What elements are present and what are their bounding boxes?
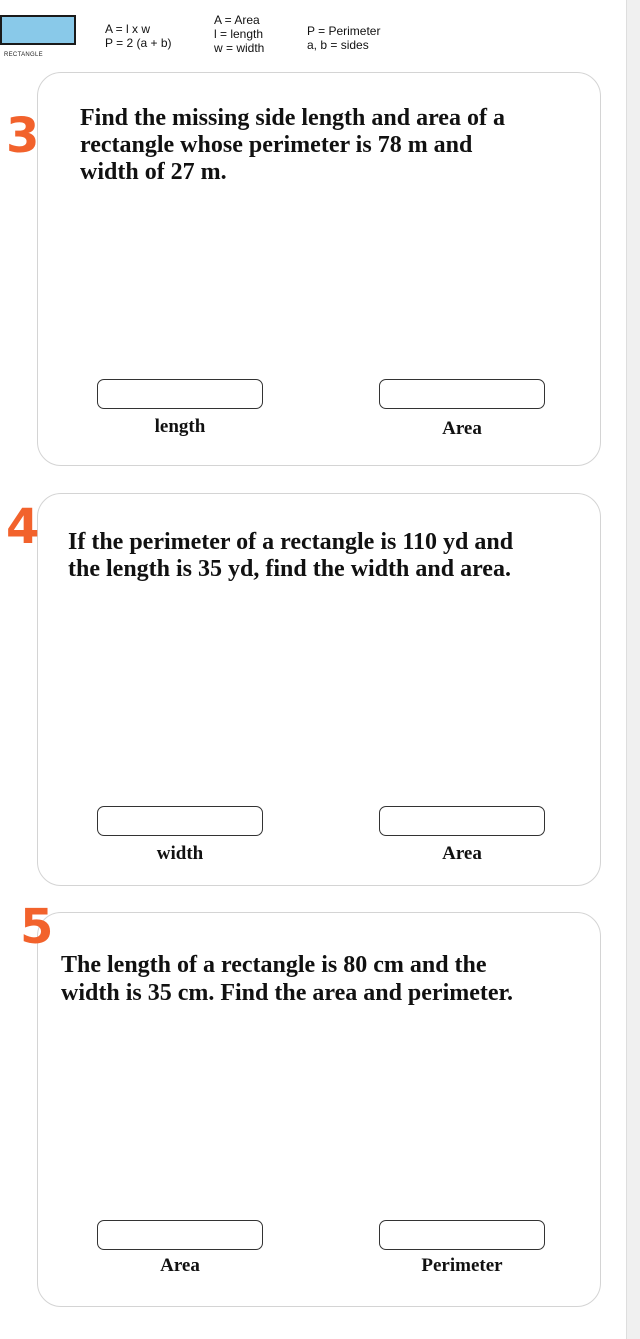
- legend-sides: a, b = sides: [307, 38, 369, 52]
- problem-number-5: 5: [20, 899, 54, 955]
- answer-label-area-2: Area: [442, 843, 482, 864]
- answer-box-perimeter[interactable]: [379, 1220, 545, 1250]
- problem-number-4: 4: [6, 499, 40, 555]
- problem-4-line-1: If the perimeter of a rectangle is 110 yd and: [68, 529, 514, 555]
- problem-3-line-1: Find the missing side length and area of a: [80, 105, 505, 131]
- legend-perimeter: P = Perimeter: [307, 24, 381, 38]
- answer-box-length[interactable]: [97, 379, 263, 409]
- problem-4-line-2: the length is 35 yd, find the width and area.: [68, 556, 511, 582]
- problem-5-line-1: The length of a rectangle is 80 cm and the: [61, 952, 487, 978]
- problem-5-line-2: width is 35 cm. Find the area and perimeter.: [61, 980, 513, 1006]
- answer-label-area: Area: [442, 418, 482, 439]
- legend-area: A = Area: [214, 13, 260, 27]
- answer-box-area-2[interactable]: [379, 806, 545, 836]
- answer-label-perimeter: Perimeter: [421, 1255, 503, 1276]
- perimeter-formula: P = 2 (a + b): [105, 36, 172, 50]
- problem-3-line-2: rectangle whose perimeter is 78 m and: [80, 132, 473, 158]
- legend-length: l = length: [214, 27, 264, 41]
- answer-box-area-3[interactable]: [97, 1220, 263, 1250]
- answer-box-area[interactable]: [379, 379, 545, 409]
- rectangle-figure: [0, 15, 76, 45]
- area-formula: A = l x w: [105, 22, 151, 36]
- rectangle-figure-caption: RECTANGLE: [4, 52, 43, 58]
- answer-label-length: length: [154, 416, 206, 437]
- page-edge: [626, 0, 640, 1339]
- legend-width: w = width: [214, 41, 265, 55]
- problem-number-3: 3: [6, 108, 40, 164]
- answer-box-width[interactable]: [97, 806, 263, 836]
- problem-3-line-3: width of 27 m.: [80, 159, 227, 185]
- answer-label-area-3: Area: [160, 1255, 200, 1276]
- answer-label-width: width: [156, 843, 204, 864]
